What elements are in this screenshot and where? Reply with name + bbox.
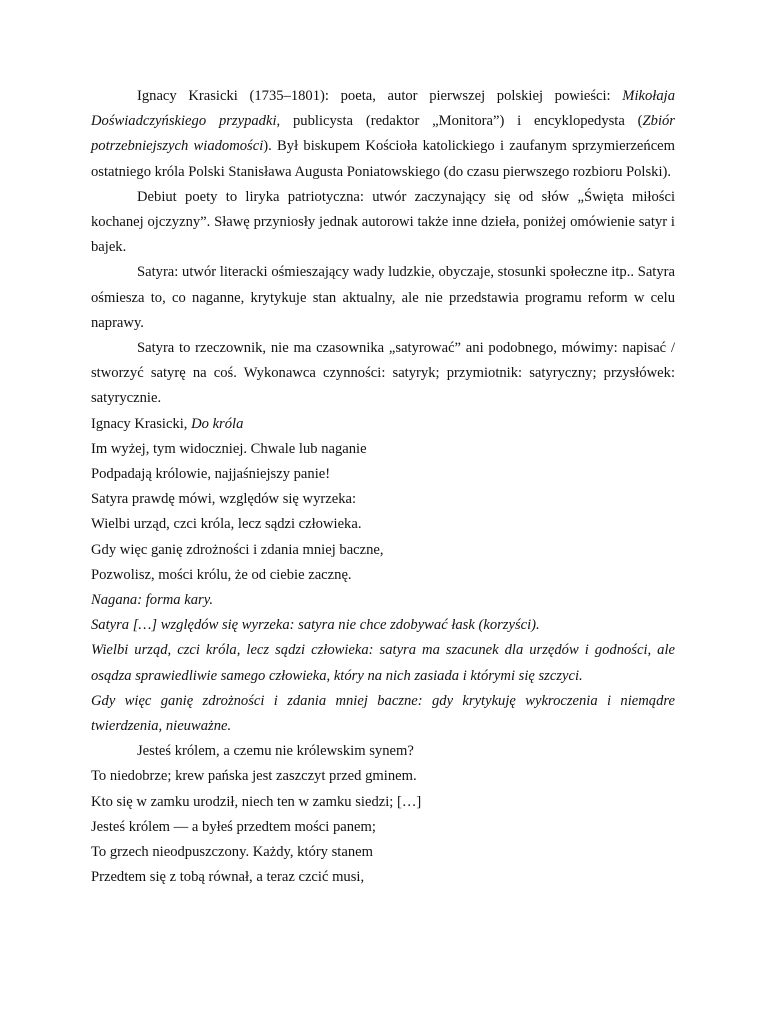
poem-title: Do króla xyxy=(191,415,244,432)
poem-line: Przedtem się z tobą równał, a teraz czcić musi, xyxy=(91,869,365,886)
poem-line: To grzech nieodpuszczony. Każdy, który stanem xyxy=(91,844,373,861)
poem-note: Satyra […] względów się wyrzeka: satyra nie chce zdobywać łask (korzyści). xyxy=(91,617,540,634)
poem-line: Podpadają królowie, najjaśniejszy panie! xyxy=(91,466,331,483)
poem-line: To niedobrze; krew pańska jest zaszczyt przed gminem. xyxy=(91,768,417,785)
poem-line: Wielbi urząd, czci króla, lecz sądzi człowieka. xyxy=(91,516,362,533)
poem-author: Ignacy Krasicki, xyxy=(91,415,192,432)
poem-line: Kto się w zamku urodził, niech ten w zamku siedzi; […] xyxy=(91,793,422,810)
poem-note: Gdy więc ganię zdrożności i zdania mniej baczne: gdy krytykuję wykroczenia i niemądre twierdzenia, nieuważne. xyxy=(91,692,675,735)
intro-paragraph-4: Satyra to rzeczownik, nie ma czasownika „satyrować” ani podobnego, mówimy: napisać / stworzyć satyrę na coś. Wykonawca czynności: satyryk; przymiotnik: satyryczny; przysłówek: satyrycznie. xyxy=(91,340,675,407)
poem-note: Wielbi urząd, czci króla, lecz sądzi człowieka: satyra ma szacunek dla urzędów i godności, ale osądza sprawiedliwie samego człowieka, który na nich zasiada i którymi się szczyci. xyxy=(91,642,675,684)
intro-paragraph-2: Debiut poety to liryka patriotyczna: utwór zaczynający się od słów „Święta miłości kochanej ojczyzny”. Sławę przyniosły jednak autorowi także inne dzieła, poniżej omówienie satyr i bajek. xyxy=(91,188,675,256)
poem-line: Jesteś królem — a byłeś przedtem mości panem; xyxy=(91,818,376,835)
poem-line: Satyra prawdę mówi, względów się wyrzeka: xyxy=(91,491,357,508)
intro-p1-novel-title: Mikołaja Doświadczyńskiego przypadki xyxy=(91,88,675,130)
poem-line: Jesteś królem, a czemu nie królewskim synem? xyxy=(137,743,414,760)
intro-paragraph-1 xyxy=(91,84,675,185)
poem-heading xyxy=(91,412,675,437)
document-page xyxy=(91,84,675,891)
poem-line: Im wyżej, tym widoczniej. Chwale lub naganie xyxy=(91,440,367,457)
intro-paragraph-3: Satyra: utwór literacki ośmieszający wady ludzkie, obyczaje, stosunki społeczne itp.. Satyra ośmiesza to, co naganne, krytykuje stan aktualny, ale nie przedstawia programu reform w celu naprawy. xyxy=(91,264,675,331)
poem-line: Pozwolisz, mości królu, że od ciebie zacznę. xyxy=(91,566,352,583)
intro-p1-encyclopedia-title: Zbiór potrzebniejszych wiadomości xyxy=(91,113,675,155)
intro-p1-text-a: Ignacy Krasicki (1735–1801): poeta, autor pierwszej polskiej powieści: xyxy=(137,88,623,104)
intro-p1-text-c: , publicysta (redaktor „Monitora”) i encyklopedysta ( xyxy=(276,113,643,130)
poem-line: Gdy więc ganię zdrożności i zdania mniej baczne, xyxy=(91,541,384,558)
poem-note: Nagana: forma kary. xyxy=(91,592,214,609)
intro-p1-text-e: ). Był biskupem Kościoła katolickiego i zaufanym sprzymierzeńcem ostatniego króla Polski Stanisława Augusta Poniatowskiego (do czasu pierwszego rozbioru Polski). xyxy=(91,138,675,180)
